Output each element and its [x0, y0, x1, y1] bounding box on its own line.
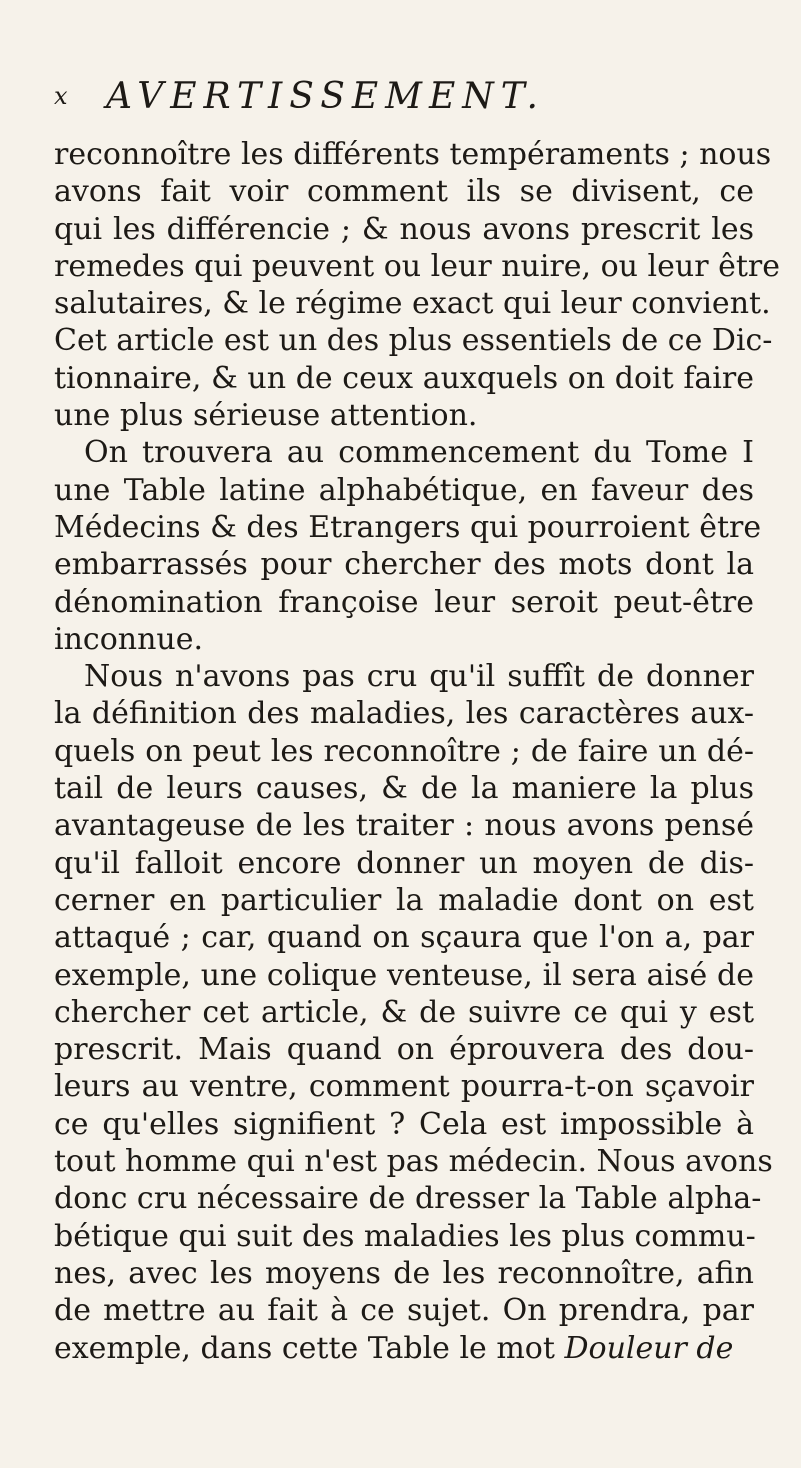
page-header — [54, 76, 754, 118]
text-line: leurs au ventre, comment pourra-t-on sçavoir — [54, 1069, 754, 1105]
text-line: remedes qui peuvent ou leur nuire, ou leur être — [54, 248, 780, 284]
text-line: tail de leurs causes, & de la maniere la plus — [54, 771, 754, 807]
page-number: x — [54, 82, 68, 110]
text-line: On trouvera au commencement du Tome I — [84, 435, 754, 471]
text-line: bétique qui suit des maladies les plus commu- — [54, 1218, 756, 1254]
text-line: avons fait voir comment ils se divisent, ce — [54, 174, 754, 210]
final-line-text: exemple, dans cette Table le mot — [54, 1330, 565, 1366]
text-line: qu'il falloit encore donner un moyen de dis- — [54, 845, 754, 881]
text-line: reconnoître les différents tempéraments ; nous — [54, 137, 772, 172]
text-line: de mettre au fait à ce sujet. On prendra, par — [54, 1293, 754, 1329]
text-line: Nous n'avons pas cru qu'il suffît de donner — [84, 659, 754, 695]
text-line: cerner en particulier la maladie dont on est — [54, 882, 754, 918]
catchword: Douleur de — [564, 1330, 734, 1366]
text-line: une Table latine alphabétique, en faveur des — [54, 472, 754, 508]
text-line: dénomination françoise leur seroit peut-être — [54, 584, 754, 620]
text-line: tout homme qui n'est pas médecin. Nous avons — [54, 1144, 773, 1180]
text-line: avantageuse de les traiter : nous avons pensé — [54, 808, 754, 844]
body-text — [54, 136, 780, 1367]
text-line: chercher cet article, & de suivre ce qui y est — [54, 994, 754, 1030]
text-line: une plus sérieuse attention. — [54, 398, 478, 434]
text-line: quels on peut les reconnoître ; de faire un dé- — [54, 733, 754, 769]
text-line: inconnue. — [54, 621, 204, 657]
text-line: donc cru nécessaire de dresser la Table alpha- — [54, 1181, 762, 1217]
text-line: nes, avec les moyens de les reconnoître, afin — [54, 1255, 754, 1291]
text-line: attaqué ; car, quand on sçaura que l'on a, par — [54, 920, 754, 956]
text-line: salutaires, & le régime exact qui leur convient. — [54, 286, 771, 322]
text-line: tionnaire, & un de ceux auxquels on doit faire — [54, 360, 754, 396]
final-text-line — [54, 1330, 754, 1367]
text-line: exemple, une colique venteuse, il sera aisé de — [54, 957, 754, 993]
running-title: AVERTISSEMENT. — [106, 76, 545, 117]
text-line: embarrassés pour chercher des mots dont la — [54, 547, 754, 583]
text-line: la définition des maladies, les caractères aux- — [54, 696, 754, 732]
text-line: ce qu'elles signifient ? Cela est impossible à — [54, 1106, 754, 1142]
text-line: Cet article est un des plus essentiels de ce Dic- — [54, 323, 773, 359]
text-line: Médecins & des Etrangers qui pourroient être — [54, 509, 762, 545]
text-line: prescrit. Mais quand on éprouvera des dou- — [54, 1032, 754, 1068]
text-line: qui les différencie ; & nous avons prescrit les — [54, 211, 754, 247]
